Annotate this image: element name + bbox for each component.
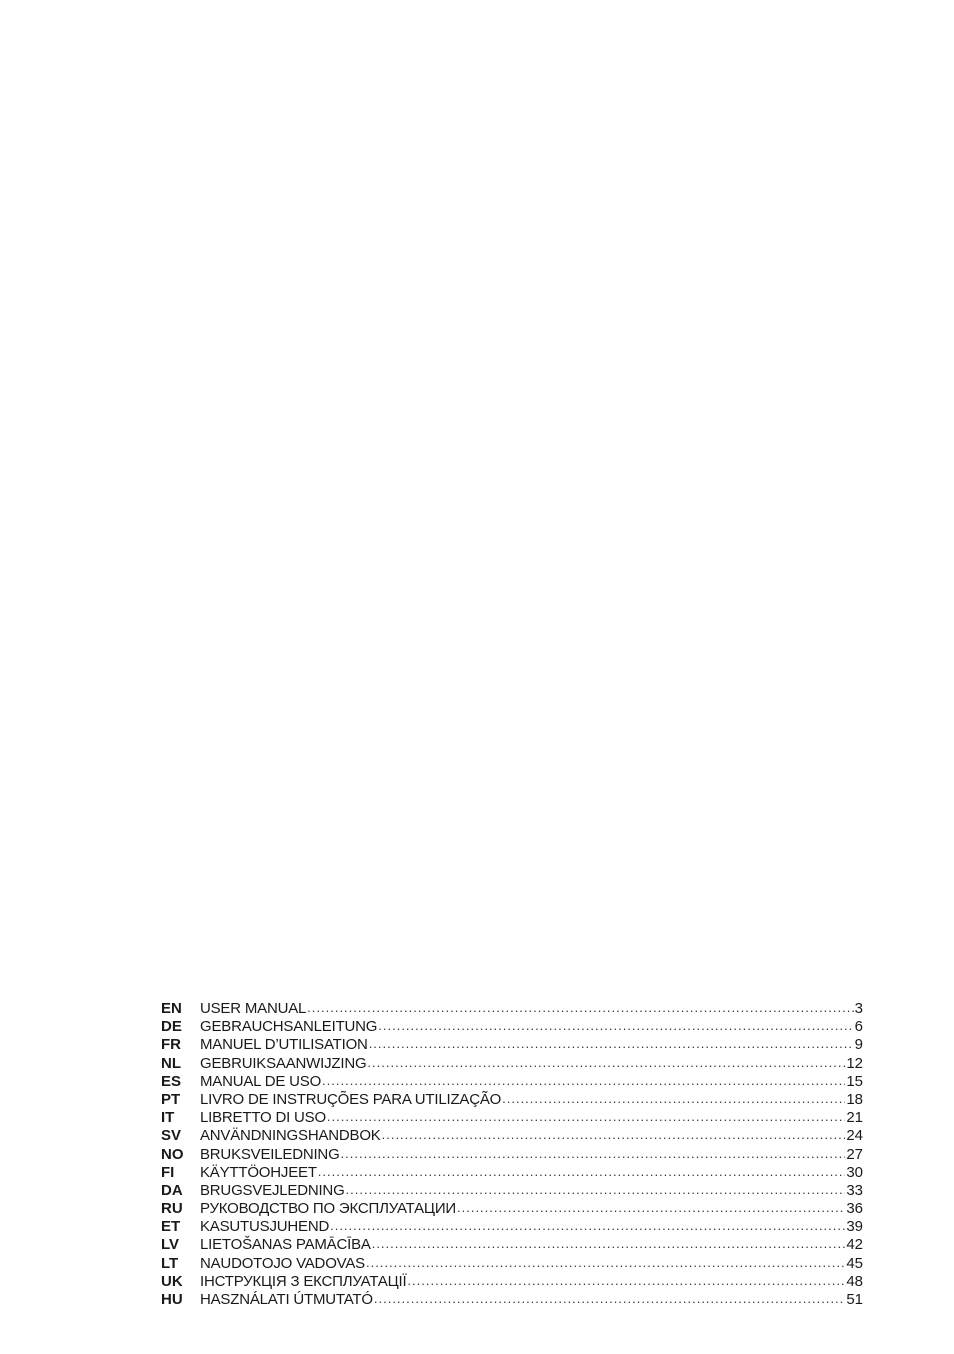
toc-row: [161, 1091, 863, 1109]
toc-row: [161, 1036, 863, 1054]
dot-leader: [372, 1235, 846, 1253]
manual-title: MANUAL DE USO: [200, 1072, 322, 1090]
dot-leader: [369, 1035, 854, 1053]
page-number: 48: [846, 1272, 863, 1290]
manual-title: BRUGSVEJLEDNING: [200, 1181, 345, 1199]
page-number: 12: [846, 1054, 863, 1072]
dot-leader: [346, 1181, 846, 1199]
manual-title: MANUEL D’UTILISATION: [200, 1036, 368, 1054]
toc-row: [161, 1146, 863, 1164]
language-code: NO: [161, 1145, 184, 1163]
language-code: IT: [161, 1109, 175, 1127]
page-number: 18: [846, 1090, 863, 1108]
manual-title: NAUDOTOJO VADOVAS: [200, 1254, 365, 1272]
language-code: EN: [161, 1000, 182, 1017]
page-number: 6: [854, 1018, 863, 1036]
toc-row: [161, 1255, 863, 1273]
language-code: DE: [161, 1018, 182, 1036]
dot-leader: [502, 1090, 845, 1108]
language-code: FR: [161, 1036, 181, 1054]
toc-row: [161, 1000, 863, 1018]
page-number: 24: [846, 1127, 863, 1145]
toc-row: [161, 1164, 863, 1182]
toc-row: [161, 1109, 863, 1127]
manual-title: BRUKSVEILEDNING: [200, 1145, 340, 1163]
language-code: NL: [161, 1054, 181, 1072]
manual-title: USER MANUAL: [200, 1000, 307, 1017]
language-code: FI: [161, 1163, 175, 1181]
dot-leader: [382, 1126, 846, 1144]
language-code: SV: [161, 1127, 182, 1145]
page-number: 21: [846, 1109, 863, 1127]
language-code: ES: [161, 1072, 182, 1090]
dot-leader: [327, 1108, 845, 1126]
toc-row: [161, 1200, 863, 1218]
page-number: 42: [846, 1236, 863, 1254]
manual-title: ANVÄNDNINGSHANDBOK: [200, 1127, 381, 1145]
toc-row: [161, 1127, 863, 1145]
toc-row: [161, 1218, 863, 1236]
page-number: 3: [854, 1000, 863, 1017]
toc-row: [161, 1018, 863, 1036]
dot-leader: [341, 1145, 846, 1163]
language-code: HU: [161, 1291, 183, 1308]
dot-leader: [374, 1290, 845, 1308]
manual-title: РУКОВОДСТВО ПО ЭКСПЛУАТАЦИИ: [200, 1200, 456, 1218]
table-of-contents: [161, 1000, 863, 1309]
manual-title: GEBRUIKSAANWIJZING: [200, 1054, 367, 1072]
language-code: UK: [161, 1272, 183, 1290]
manual-title: LIBRETTO DI USO: [200, 1109, 326, 1127]
language-code: LV: [161, 1236, 180, 1254]
page-number: 45: [846, 1254, 863, 1272]
dot-leader: [457, 1199, 845, 1217]
toc-row: [161, 1291, 863, 1309]
dot-leader: [330, 1217, 845, 1235]
toc-row: [161, 1055, 863, 1073]
manual-title: GEBRAUCHSANLEITUNG: [200, 1018, 378, 1036]
manual-title: ІНСТРУКЦІЯ З ЕКСПЛУАТАЦІЇ: [200, 1272, 407, 1290]
manual-title: LIETOŠANAS PAMĀCĪBA: [200, 1236, 371, 1254]
language-code: ET: [161, 1218, 181, 1236]
dot-leader: [318, 1163, 846, 1181]
toc-row: [161, 1073, 863, 1091]
dot-leader: [407, 1272, 845, 1290]
page-number: 33: [846, 1181, 863, 1199]
page-number: 30: [846, 1163, 863, 1181]
manual-title: HASZNÁLATI ÚTMUTATÓ: [200, 1291, 373, 1308]
page-number: 51: [846, 1291, 863, 1308]
manual-title: KÄYTTÖOHJEET: [200, 1163, 317, 1181]
language-code: PT: [161, 1090, 181, 1108]
manual-title: LIVRO DE INSTRUÇÕES PARA UTILIZAÇÃO: [200, 1090, 502, 1108]
dot-leader: [367, 1054, 845, 1072]
manual-title: KASUTUSJUHEND: [200, 1218, 330, 1236]
page-number: 9: [854, 1036, 863, 1054]
dot-leader: [307, 999, 854, 1017]
dot-leader: [378, 1017, 853, 1035]
toc-row: [161, 1236, 863, 1254]
language-code: RU: [161, 1200, 183, 1218]
language-code: LT: [161, 1254, 179, 1272]
language-code: DA: [161, 1181, 183, 1199]
page-number: 15: [846, 1072, 863, 1090]
dot-leader: [322, 1072, 845, 1090]
page-number: 39: [846, 1218, 863, 1236]
toc-row: [161, 1273, 863, 1291]
page-number: 27: [846, 1145, 863, 1163]
page-number: 36: [846, 1200, 863, 1218]
dot-leader: [366, 1254, 845, 1272]
toc-row: [161, 1182, 863, 1200]
